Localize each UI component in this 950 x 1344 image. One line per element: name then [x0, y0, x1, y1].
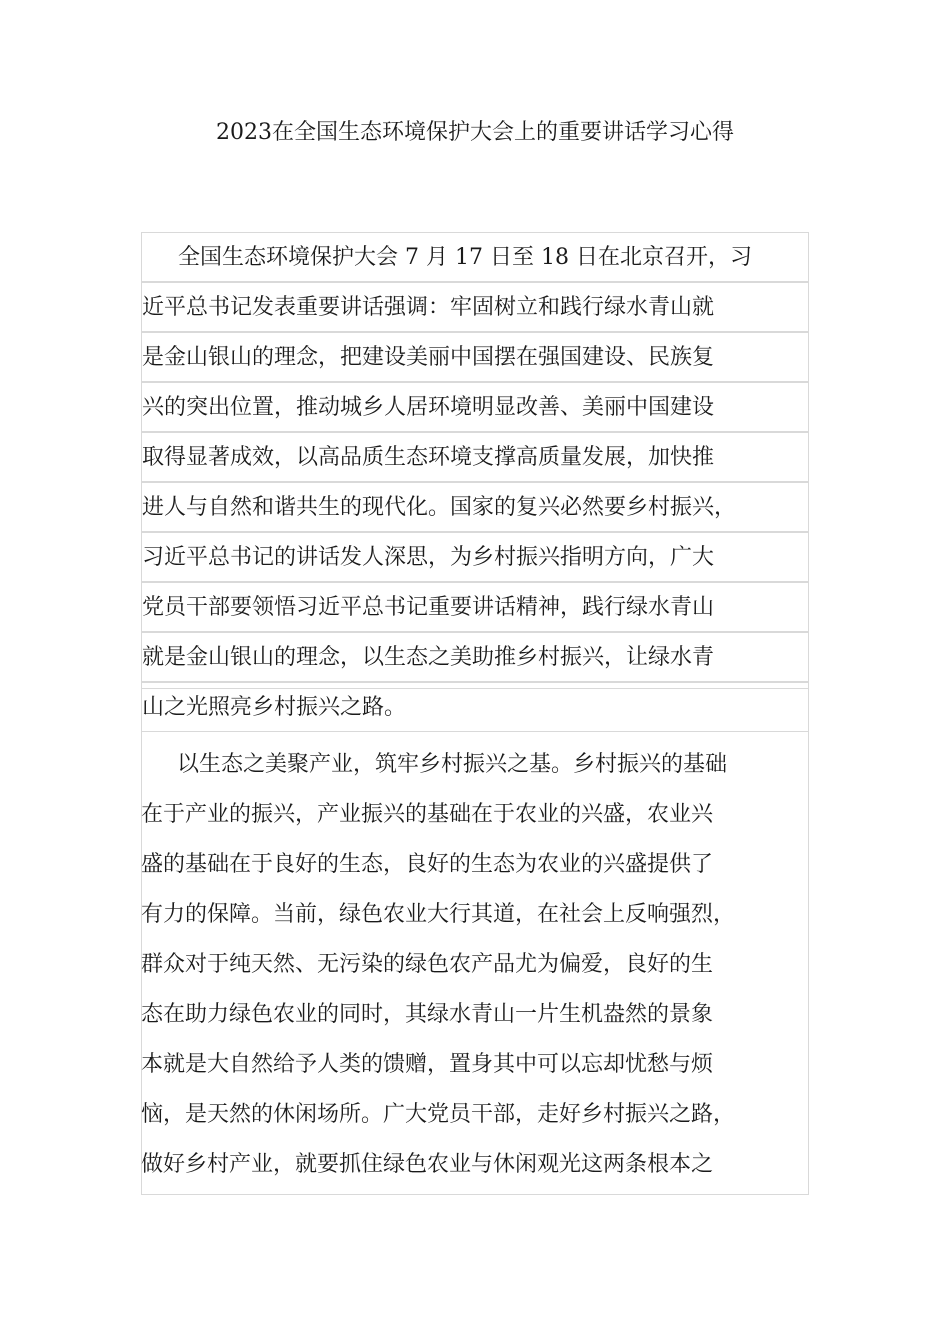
- document-title: 2023在全国生态环境保护大会上的重要讲话学习心得: [216, 120, 734, 145]
- text-line: 以生态之美聚产业，筑牢乡村振兴之基。乡村振兴的基础: [177, 752, 728, 777]
- text-line: 本就是大自然给予人类的馈赠，置身其中可以忘却忧愁与烦: [141, 1052, 714, 1077]
- text-line: 盛的基础在于良好的生态，良好的生态为农业的兴盛提供了: [141, 852, 714, 877]
- text-line: 党员干部要领悟习近平总书记重要讲话精神，践行绿水青山: [141, 582, 809, 632]
- text-line: 全国生态环境保护大会 7 月 17 日至 18 日在北京召开，习: [141, 232, 809, 282]
- text-line: 兴的突出位置，推动城乡人居环境明显改善、美丽中国建设: [141, 382, 809, 432]
- text-line: 近平总书记发表重要讲话强调：牢固树立和践行绿水青山就: [141, 282, 809, 332]
- paragraph-2: [141, 740, 809, 1190]
- text-line: 群众对于纯天然、无污染的绿色农产品尤为偏爱，良好的生: [141, 952, 714, 977]
- text-line: 态在助力绿色农业的同时，其绿水青山一片生机盎然的景象: [141, 1002, 714, 1027]
- text-line: 有力的保障。当前，绿色农业大行其道，在社会上反响强烈，: [141, 902, 736, 927]
- text-line: 进人与自然和谐共生的现代化。国家的复兴必然要乡村振兴，: [141, 482, 809, 532]
- text-line: 做好乡村产业，就要抓住绿色农业与休闲观光这两条根本之: [141, 1152, 714, 1177]
- text-line: 取得显著成效，以高品质生态环境支撑高质量发展，加快推: [141, 432, 809, 482]
- text-line: 山之光照亮乡村振兴之路。: [141, 682, 809, 732]
- text-line: 是金山银山的理念，把建设美丽中国摆在强国建设、民族复: [141, 332, 809, 382]
- paragraph-1: [141, 232, 809, 732]
- text-line: 就是金山银山的理念，以生态之美助推乡村振兴，让绿水青: [141, 632, 809, 682]
- text-line: 在于产业的振兴，产业振兴的基础在于农业的兴盛，农业兴: [141, 802, 714, 827]
- text-line: 恼，是天然的休闲场所。广大党员干部，走好乡村振兴之路，: [141, 1102, 736, 1127]
- text-line: 习近平总书记的讲话发人深思，为乡村振兴指明方向，广大: [141, 532, 809, 582]
